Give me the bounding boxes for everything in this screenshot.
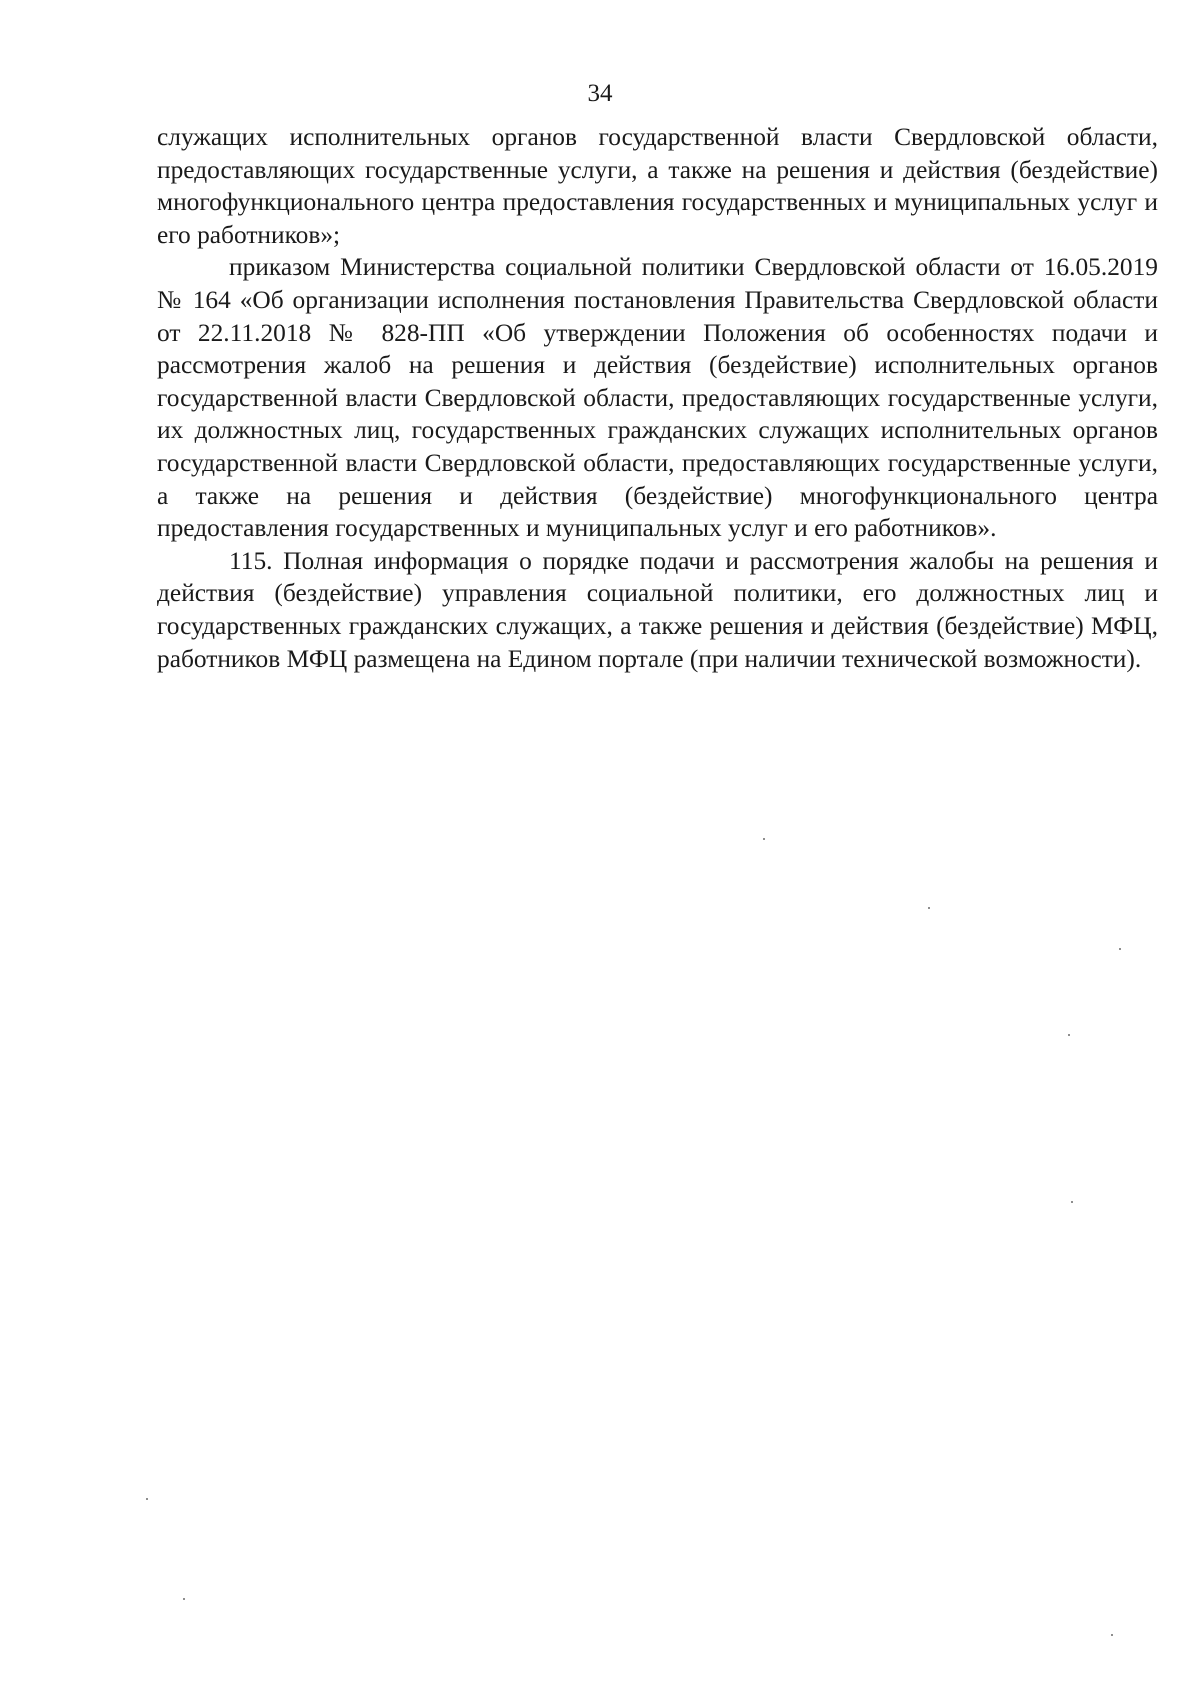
paragraph-continuation: служащих исполнительных органов государственной власти Свердловской области, предоставляющих государственные услуги, а также на решения и действия (бездействие) многофункционального центра предоставления государственных и муниципальных услуг и его работников»; — [157, 123, 1158, 249]
scan-speck — [146, 1498, 148, 1500]
scan-speck — [183, 1598, 185, 1600]
page-number: 34 — [587, 80, 613, 107]
scan-speck — [763, 838, 765, 840]
paragraph-115: 115. Полная информация о порядке подачи и рассмотрения жалобы на решения и действия (бездействие) управления социальной политики, его должностных лиц и государственных гражданских служащих, а также решения и действия (бездействие) МФЦ, работников МФЦ размещена на Едином портале (при наличии технической возможности). — [157, 546, 1158, 673]
paragraph-order-reference: приказом Министерства социальной политики Свердловской области от 16.05.2019 № 164 «Об организации исполнения постановления Правительства Свердловской области от 22.11.2018 № 828-ПП «Об утверждении Положения об особенностях подачи и рассмотрения жалоб на решения и действия (бездействие) исполнительных органов государственной власти Свердловской области, предоставляющих государственные услуги, их должностных лиц, государственных гражданских служащих исполнительных органов государственной власти Свердловской области, предоставляющих государственные услуги, а также на решения и действия (бездействие) многофункционального центра предоставления государственных и муниципальных услуг и его работников». — [157, 253, 1158, 543]
scan-speck — [928, 907, 930, 909]
scan-speck — [1068, 1034, 1070, 1036]
scan-speck — [1119, 948, 1121, 950]
scan-speck — [1111, 1634, 1113, 1636]
document-body — [157, 121, 1158, 675]
scan-speck — [1071, 1201, 1073, 1203]
